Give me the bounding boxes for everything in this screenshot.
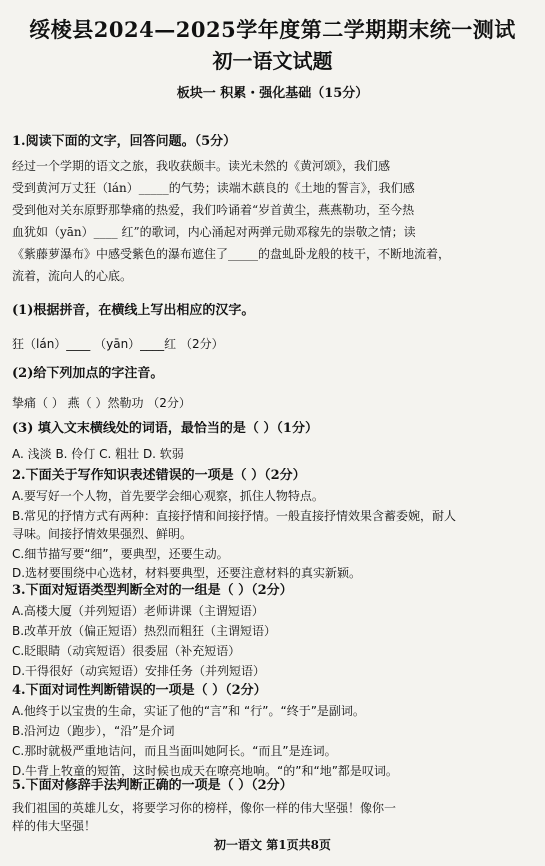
q3-stem: 3.下面对短语类型判断全对的一组是（ ）（2分） — [12, 583, 293, 598]
q3-option-c: C.眨眼睛（动宾短语）很委屈（补充短语） — [12, 644, 241, 658]
q1-stem: 1.阅读下面的文字，回答问题。（5分） — [12, 134, 237, 149]
q1-sub1-line: 狂（lán）____ （yān）____红 （2分） — [12, 337, 224, 351]
q1-passage-line: 《紫藤萝瀑布》中感受紫色的瀑布遮住了_____的盘虬卧龙般的枝干，不断地流着， — [12, 247, 451, 261]
q3-option-a: A.高楼大厦（并列短语）老师讲课（主谓短语） — [12, 604, 264, 618]
exam-title: 绥棱县2024—2025学年度第二学期期末统一测试 — [29, 17, 516, 42]
q2-option-b-cont: 寻味。间接抒情效果强烈、鲜明。 — [12, 527, 193, 541]
q1-sub3-title: (3) 填入文末横线处的词语，最恰当的是（ ）（1分） — [12, 421, 318, 436]
q5-passage-line: 样的伟大坚强！ — [12, 819, 97, 833]
q1-passage-line: 经过一个学期的语文之旅，我收获颇丰。读光未然的《黄河颂》，我们感 — [12, 159, 391, 173]
q1-passage-line: 受到他对关东原野那挚痛的热爱，我们吟诵着“岁首黄尘，燕燕勒功，至今热 — [12, 203, 415, 217]
q1-passage-line: 血犹如（yān）____ 红”的歌词，内心涌起对两弹元勋邓稼先的崇敬之情；读 — [12, 225, 416, 239]
q1-sub1-title: (1)根据拼音，在横线上写出相应的汉字。 — [12, 303, 255, 318]
q5-stem: 5.下面对修辞手法判断正确的一项是（ ）（2分） — [12, 778, 293, 793]
q1-sub2-title: (2)给下列加点的字注音。 — [12, 366, 164, 381]
q4-stem: 4.下面对词性判断错误的一项是（ ）（2分） — [12, 683, 267, 698]
q3-option-b: B.改革开放（偏正短语）热烈而粗狂（主谓短语） — [12, 624, 277, 638]
q3-option-d: D.干得很好（动宾短语）安排任务（并列短语） — [12, 664, 266, 678]
q2-option-c: C.细节描写要“细”，要典型，还要生动。 — [12, 547, 229, 561]
page-footer: 初一语文 第1页共8页 — [214, 838, 331, 852]
q4-option-b: B.沿河边（跑步），“沿”是介词 — [12, 724, 175, 738]
q4-option-c: C.那时就极严重地诘问，而且当面叫她阿长。“而且”是连词。 — [12, 744, 337, 758]
q2-option-a: A.要写好一个人物，首先要学会细心观察，抓住人物特点。 — [12, 489, 324, 503]
section-heading: 板块一 积累・强化基础（15分） — [176, 86, 369, 101]
q2-stem: 2.下面关于写作知识表述错误的一项是（ ）（2分） — [12, 468, 306, 483]
q4-option-d: D.牛背上牧童的短笛，这时候也成天在嘹亮地响。“的”和“地”都是叹词。 — [12, 764, 398, 778]
q1-sub3-options: A. 浅淡 B. 伶仃 C. 粗壮 D. 软弱 — [12, 447, 184, 461]
q5-passage-line: 我们祖国的英雄儿女，将要学习你的榜样，像你一样的伟大坚强！像你一 — [12, 801, 397, 815]
q2-option-d: D.选材要围绕中心选材，材料要典型，还要注意材料的真实新颖。 — [12, 566, 362, 580]
exam-subtitle: 初一语文试题 — [212, 49, 333, 73]
q2-option-b: B.常见的抒情方式有两种：直接抒情和间接抒情。一般直接抒情效果含蓄委婉，耐人 — [12, 509, 457, 523]
q1-sub2-line: 挚痛（ ） 燕（ ）然勒功 （2分） — [12, 396, 191, 410]
q4-option-a: A.他终于以宝贵的生命，实证了他的“言”和 “行”。“终于”是副词。 — [12, 704, 365, 718]
q1-passage-line: 受到黄河万丈狂（lán）_____的气势；读端木蕻良的《土地的誓言》，我们感 — [12, 181, 415, 195]
q1-passage-line: 流着，流向人的心底。 — [12, 269, 133, 283]
